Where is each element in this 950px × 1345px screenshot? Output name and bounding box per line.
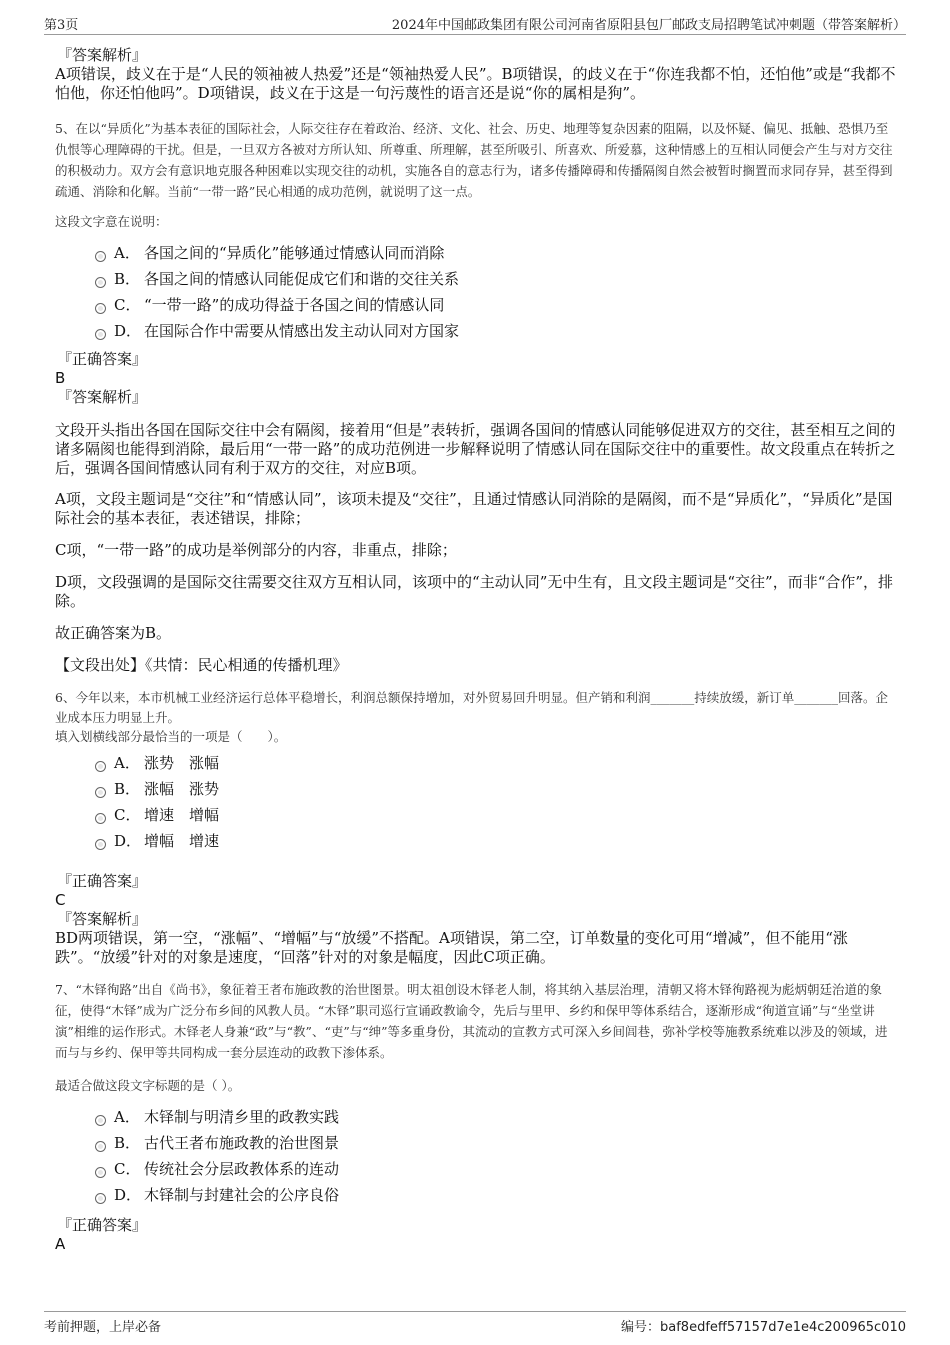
q6-analysis: BD两项错误，第一空，“涨幅”、“增幅”与“放缓”不搭配。A项错误，第二空，订单数量的变化可用“增减”，但不能用“涨跌”。“放缓”针对的对象是速度，“回落”针对的对象是幅度，因此C项正确。 xyxy=(55,929,848,966)
q6-analysis-label: 『答案解析』 xyxy=(57,910,148,928)
q5-analysis-p4: D项，文段强调的是国际交往需要交往双方互相认同，该项中的“主动认同”无中生有，且文段主题词是“交往”，而非“合作”，排除。 xyxy=(55,573,894,610)
q5-analysis-p2: A项，文段主题词是“交往”和“情感认同”，该项未提及“交往”，且通过情感认同消除的是隔阂，而不是“异质化”，“异质化”是国际社会的基本表征，表述错误，排除； xyxy=(55,490,893,527)
radio-icon[interactable] xyxy=(95,251,106,262)
q7-stem: 7、“木铎徇路”出自《尚书》，象征着王者布施政教的治世图景。明太祖创设木铎老人制，将其纳入基层治理，清朝又将木铎徇路视为彪炳朝廷治道的象征，使得“木铎”成为广泛分布乡间的风教人员。“木铎”职司巡行宣诵政教谕令，先后与里甲、乡约和保甲等体系结合，逐渐形成“徇道宣诵”与“坐堂讲演”相维的运作形式。木铎老人身兼“政”与“教”、“吏”与“绅”等多重身份，其流动的宣教方式可深入乡间闾巷，弥补学校等施教系统难以涉及的领域，进而与与乡约、保甲等共同构成一套分层连动的政教下渗体系。 xyxy=(55,982,888,1060)
q7-option-a[interactable]: A． 木铎制与明清乡里的政教实践 xyxy=(95,1104,900,1130)
q6-option-b[interactable]: B． 涨幅 涨势 xyxy=(95,776,900,802)
q5-analysis-p1: 文段开头指出各国在国际交往中会有隔阂，接着用“但是”表转折，强调各国间的情感认同能够促进双方的交往，甚至相互之间的诸多隔阂也能得到消除，最后用“一带一路”的成功范例进一步解释说明了情感认同在国际交往中的重要性。故文段重点在转折之后，强调各国间情感认同有利于双方的交往，对应B项。 xyxy=(55,421,896,477)
q5-analysis-p5: 故正确答案为B。 xyxy=(55,624,172,642)
radio-icon[interactable] xyxy=(95,277,106,288)
q6-answer: C xyxy=(55,891,66,909)
footer-slogan: 考前押题，上岸必备 xyxy=(44,1320,162,1335)
radio-icon[interactable] xyxy=(95,329,106,340)
radio-icon[interactable] xyxy=(95,839,106,850)
q6-prompt: 填入划横线部分最恰当的一项是（ ）。 xyxy=(55,729,287,744)
code-value: baf8edfeff57157d7e1e4c200965c010 xyxy=(660,1320,906,1335)
q5-option-b[interactable]: B． 各国之间的情感认同能促成它们和谐的交往关系 xyxy=(95,266,900,292)
q7-answer: A xyxy=(55,1235,66,1253)
q7-option-c[interactable]: C． 传统社会分层政教体系的连动 xyxy=(95,1156,900,1182)
q5-prompt: 这段文字意在说明： xyxy=(55,214,168,229)
q5-analysis-label: 『答案解析』 xyxy=(57,388,148,406)
page-number: 第3页 xyxy=(44,18,79,33)
q7-options xyxy=(95,1104,900,1208)
q5-options xyxy=(95,240,900,344)
code-label: 编号： xyxy=(620,1320,660,1335)
q5-option-c[interactable]: C． “一带一路”的成功得益于各国之间的情感认同 xyxy=(95,292,900,318)
document-title: 2024年中国邮政集团有限公司河南省原阳县包厂邮政支局招聘笔试冲刺题（带答案解析） xyxy=(391,18,906,33)
q7-option-d[interactable]: D． 木铎制与封建社会的公序良俗 xyxy=(95,1182,900,1208)
q5-analysis-p3: C项，“一带一路”的成功是举例部分的内容，非重点，排除； xyxy=(55,541,457,559)
q6-option-d[interactable]: D． 增幅 增速 xyxy=(95,828,900,854)
q5-answer-label: 『正确答案』 xyxy=(57,350,148,368)
radio-icon[interactable] xyxy=(95,1193,106,1204)
q6-option-a[interactable]: A． 涨势 涨幅 xyxy=(95,750,900,776)
q6-option-c[interactable]: C． 增速 增幅 xyxy=(95,802,900,828)
q7-prompt: 最适合做这段文字标题的是（ ）。 xyxy=(55,1078,241,1093)
radio-icon[interactable] xyxy=(95,303,106,314)
document-code xyxy=(621,1316,906,1335)
radio-icon[interactable] xyxy=(95,1115,106,1126)
page-footer xyxy=(44,1311,906,1334)
radio-icon[interactable] xyxy=(95,761,106,772)
radio-icon[interactable] xyxy=(95,787,106,798)
q5-option-a[interactable]: A． 各国之间的“异质化”能够通过情感认同而消除 xyxy=(95,240,900,266)
radio-icon[interactable] xyxy=(95,813,106,824)
q5-answer: B xyxy=(55,369,66,387)
q6-answer-label: 『正确答案』 xyxy=(57,872,148,890)
q5-stem: 5、在以“异质化”为基本表征的国际社会，人际交往存在着政治、经济、文化、社会、历史、地理等复杂因素的阻隔，以及怀疑、偏见、抵触、恐惧乃至仇恨等心理障碍的干扰。但是，一旦双方各被对方所认知、所尊重、所理解，甚至所吸引、所喜欢、所爱慕，这种情感上的互相认同便会产生与对方交往的积极动力。双方会有意识地克服各种困难以实现交往的动机，实施各自的意志行为，诸多传播障碍和传播隔阂自然会被暂时搁置而求同存异，甚至得到疏通、消除和化解。当前“一带一路”民心相通的成功范例，就说明了这一点。 xyxy=(55,121,893,199)
q6-stem: 6、今年以来，本市机械工业经济运行总体平稳增长，利润总额保持增加，对外贸易回升明显。但产销和利润_______持续放缓，新订单_______回落。企业成本压力明显上升。 xyxy=(55,690,888,725)
q7-answer-label: 『正确答案』 xyxy=(57,1216,148,1234)
radio-icon[interactable] xyxy=(95,1167,106,1178)
q5-source: 【文段出处】《共情：民心相通的传播机理》 xyxy=(55,656,348,674)
q6-options xyxy=(95,750,900,854)
page-content xyxy=(55,46,900,1254)
page-header xyxy=(44,14,906,35)
q4-analysis-label: 『答案解析』 xyxy=(57,46,148,64)
q7-option-b[interactable]: B． 古代王者布施政教的治世图景 xyxy=(95,1130,900,1156)
q5-option-d[interactable]: D． 在国际合作中需要从情感出发主动认同对方国家 xyxy=(95,318,900,344)
radio-icon[interactable] xyxy=(95,1141,106,1152)
q4-analysis: A项错误，歧义在于是“人民的领袖被人热爱”还是“领袖热爱人民”。B项错误，的歧义在于“你连我都不怕，还怕他”或是“我都不怕他，你还怕他吗”。D项错误，歧义在于这是一句污蔑性的语言还是说“你的属相是狗”。 xyxy=(55,65,896,102)
